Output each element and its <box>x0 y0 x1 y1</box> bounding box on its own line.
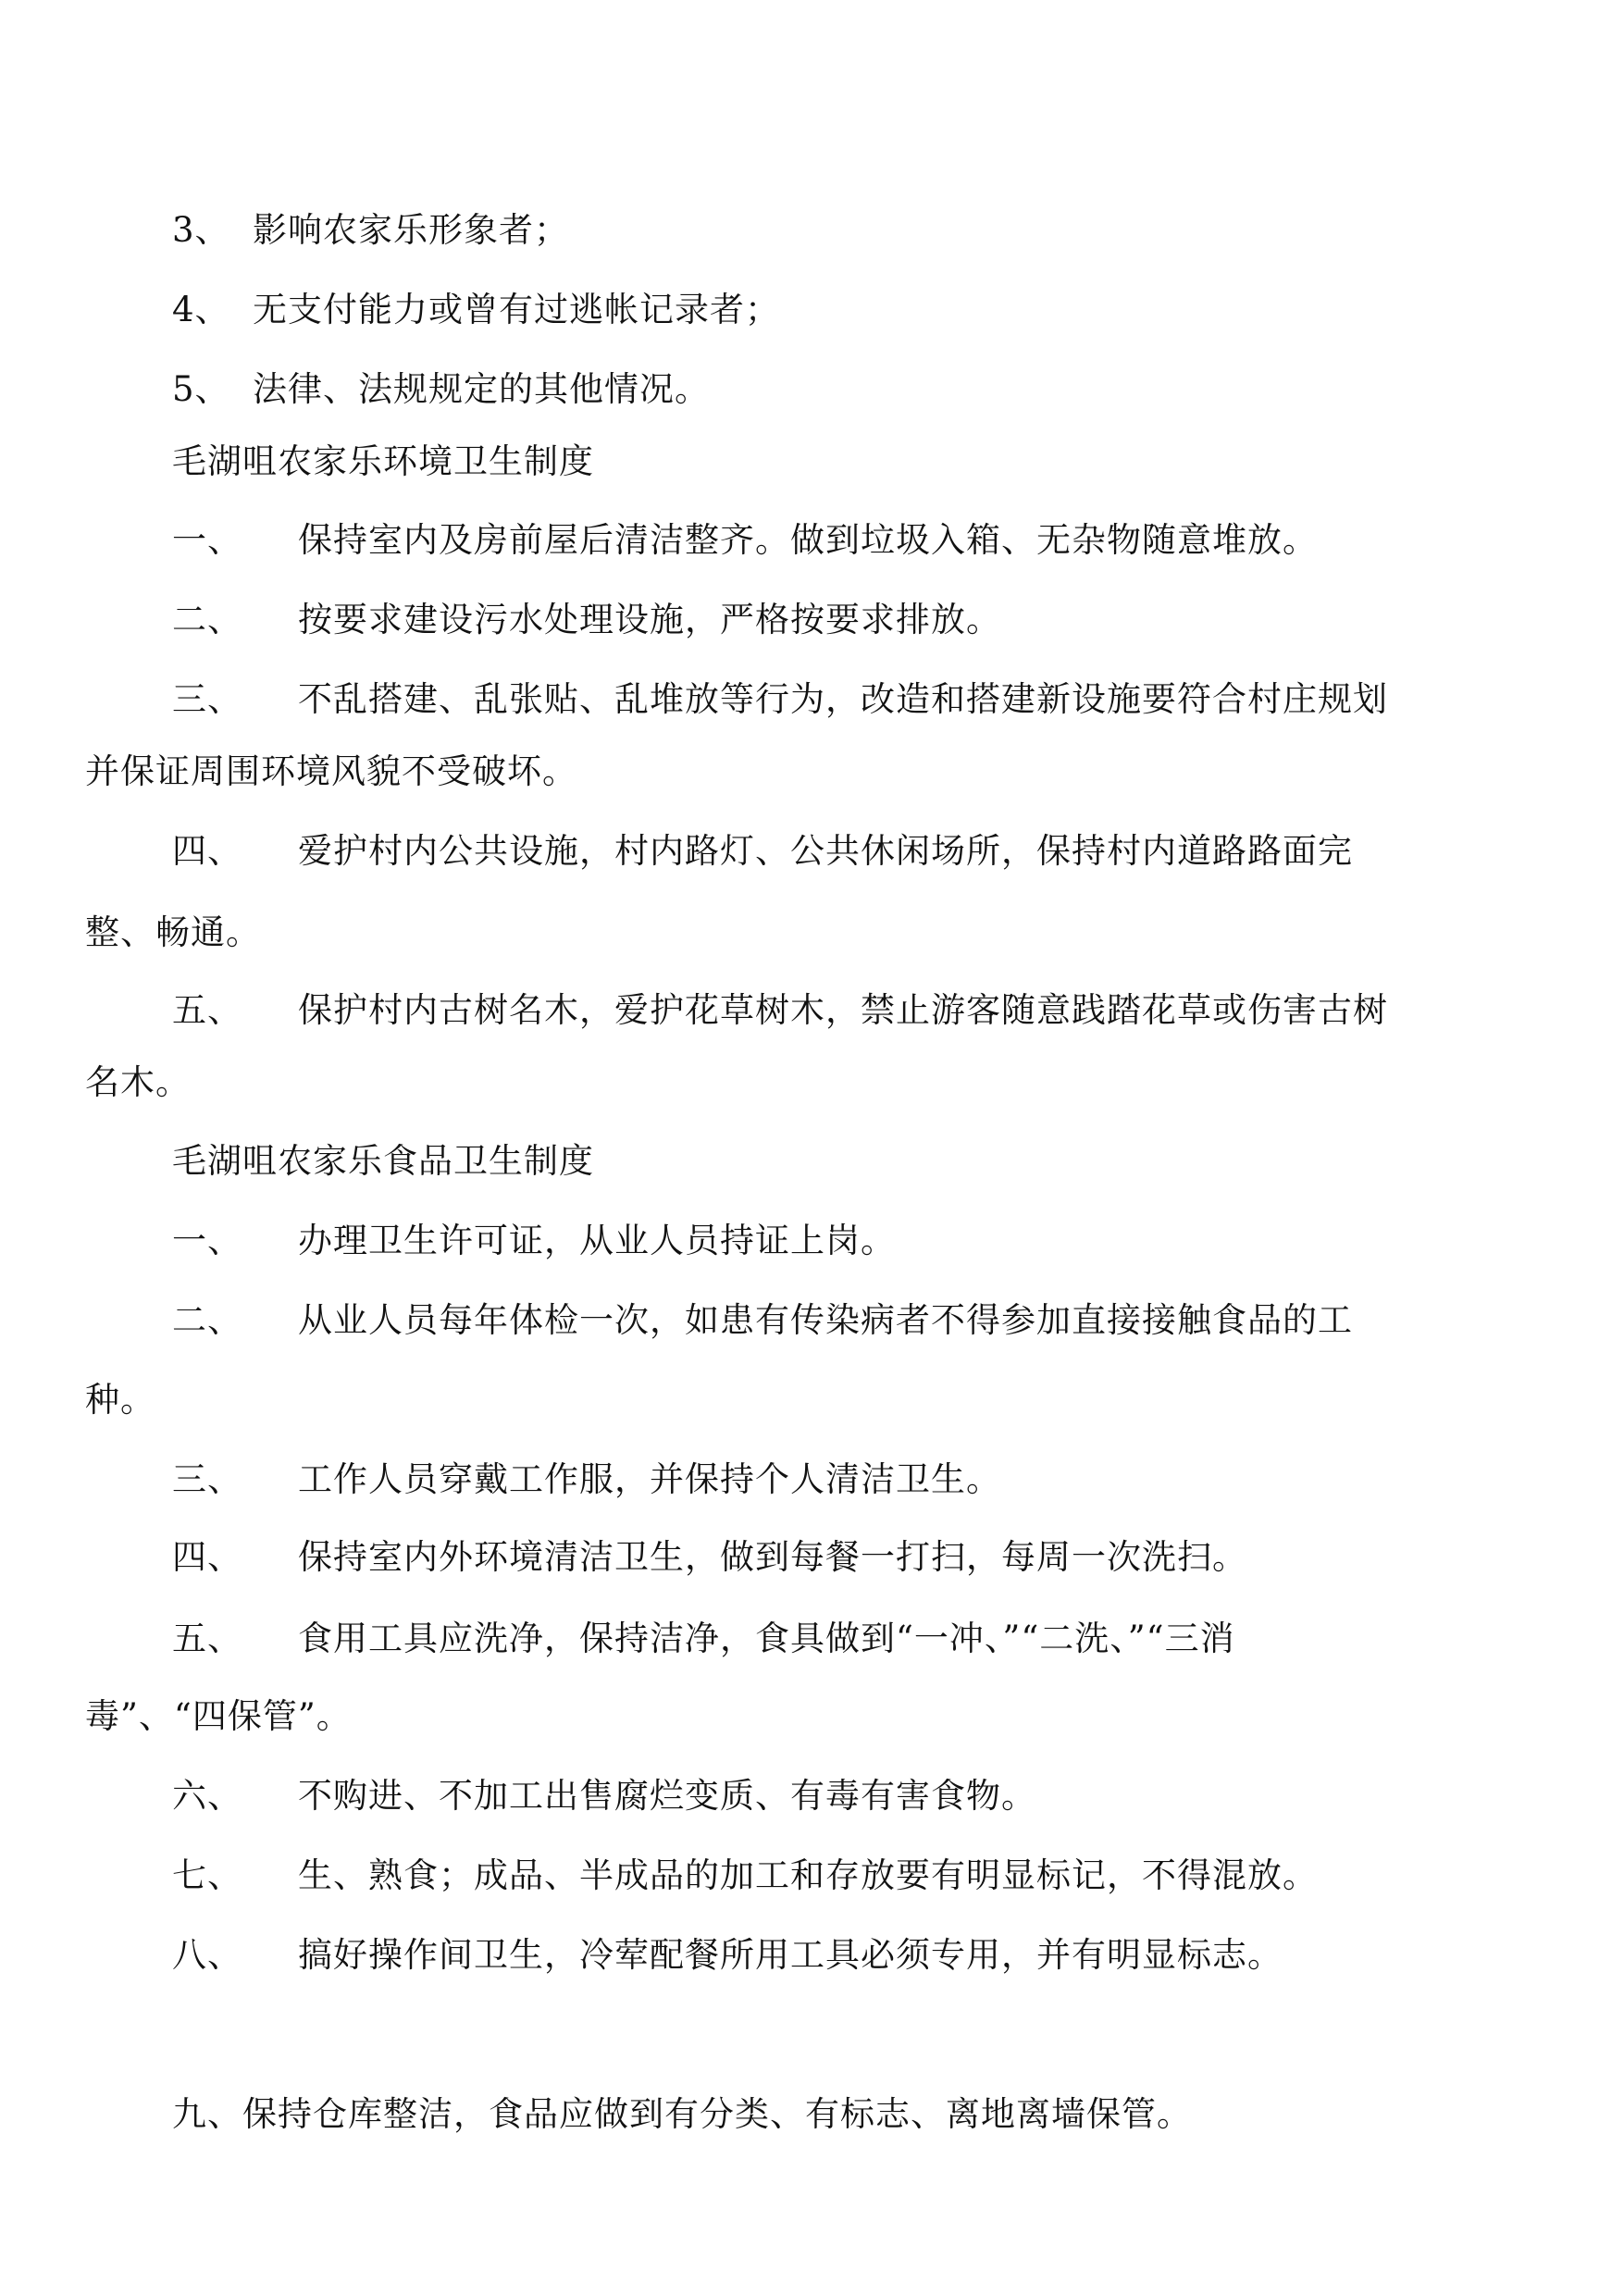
item-text: 不购进、不加工出售腐烂变质、有毒有害食物。 <box>298 1776 1036 1816</box>
item-number: 二、 <box>172 1300 242 1340</box>
item-number: 八、 <box>172 1935 242 1975</box>
item-continuation: 并保证周围环境风貌不受破坏。 <box>85 751 577 791</box>
item-text: 食用工具应洗净，保持洁净，食具做到“一冲、”“二洗、”“三消 <box>298 1619 1235 1658</box>
list-item <box>172 1932 1283 1979</box>
list-item <box>172 1457 1001 1503</box>
item-number: 4、 <box>172 290 230 329</box>
item-text: 不乱搭建、乱张贴、乱堆放等行为，改造和搭建新设施要符合村庄规划 <box>298 679 1388 719</box>
item-text: 工作人员穿戴工作服，并保持个人清洁卫生。 <box>298 1459 1001 1499</box>
item-continuation: 毒”、“四保管”。 <box>85 1696 352 1736</box>
item-text: 搞好操作间卫生，冷荤配餐所用工具必须专用，并有明显标志。 <box>298 1935 1283 1975</box>
final-item: 九、保持仓库整洁，食品应做到有分类、有标志、离地离墙保管。 <box>172 2094 1192 2134</box>
item-text: 办理卫生许可证，从业人员持证上岗。 <box>298 1221 896 1260</box>
item-number: 六、 <box>172 1776 242 1816</box>
item-number: 一、 <box>172 520 242 560</box>
item-number: 三、 <box>172 1459 242 1499</box>
item-number: 四、 <box>172 831 242 871</box>
item-text: 从业人员每年体检一次，如患有传染病者不得参加直接接触食品的工 <box>298 1300 1353 1340</box>
section-title-food: 毛湖咀农家乐食品卫生制度 <box>172 1141 594 1181</box>
item-continuation: 名木。 <box>85 1062 191 1102</box>
list-item <box>172 1853 1318 1899</box>
item-number: 四、 <box>172 1537 242 1577</box>
list-item <box>172 1616 1235 1662</box>
item-text: 保持室内外环境清洁卫生，做到每餐一打扫，每周一次洗扫。 <box>298 1537 1247 1577</box>
item-number: 3、 <box>172 210 230 250</box>
item-text: 生、熟食；成品、半成品的加工和存放要有明显标记，不得混放。 <box>298 1855 1318 1895</box>
list-item <box>172 1218 896 1264</box>
section-title-environment: 毛湖咀农家乐环境卫生制度 <box>172 441 594 481</box>
list-item <box>172 828 1353 875</box>
item-text: 保护村内古树名木，爱护花草树木，禁止游客随意践踏花草或伤害古树 <box>298 990 1388 1030</box>
list-item <box>172 1534 1247 1581</box>
list-item <box>172 1773 1036 1819</box>
list-item <box>172 366 710 413</box>
item-number: 5、 <box>172 369 230 409</box>
item-number: 一、 <box>172 1221 242 1260</box>
item-text: 法律、法规规定的其他情况。 <box>253 369 710 409</box>
list-item <box>172 517 1318 564</box>
item-number: 三、 <box>172 679 242 719</box>
item-number: 五、 <box>172 1619 242 1658</box>
item-text: 影响农家乐形象者； <box>253 210 569 250</box>
item-number: 五、 <box>172 990 242 1030</box>
list-item <box>172 287 780 333</box>
item-text: 无支付能力或曾有过逃帐记录者； <box>253 290 780 329</box>
item-number: 七、 <box>172 1855 242 1895</box>
list-item <box>172 207 569 254</box>
list-item <box>172 597 1001 643</box>
list-item <box>172 676 1388 723</box>
list-item <box>172 987 1388 1034</box>
item-text: 按要求建设污水处理设施，严格按要求排放。 <box>298 600 1001 639</box>
item-number: 二、 <box>172 600 242 639</box>
item-continuation: 整、畅通。 <box>85 912 261 952</box>
item-continuation: 种。 <box>85 1380 155 1420</box>
item-text: 保持室内及房前屋后清洁整齐。做到垃圾入箱、无杂物随意堆放。 <box>298 520 1318 560</box>
list-item <box>172 1297 1353 1344</box>
item-text: 爱护村内公共设施，村内路灯、公共休闲场所，保持村内道路路面完 <box>298 831 1353 871</box>
